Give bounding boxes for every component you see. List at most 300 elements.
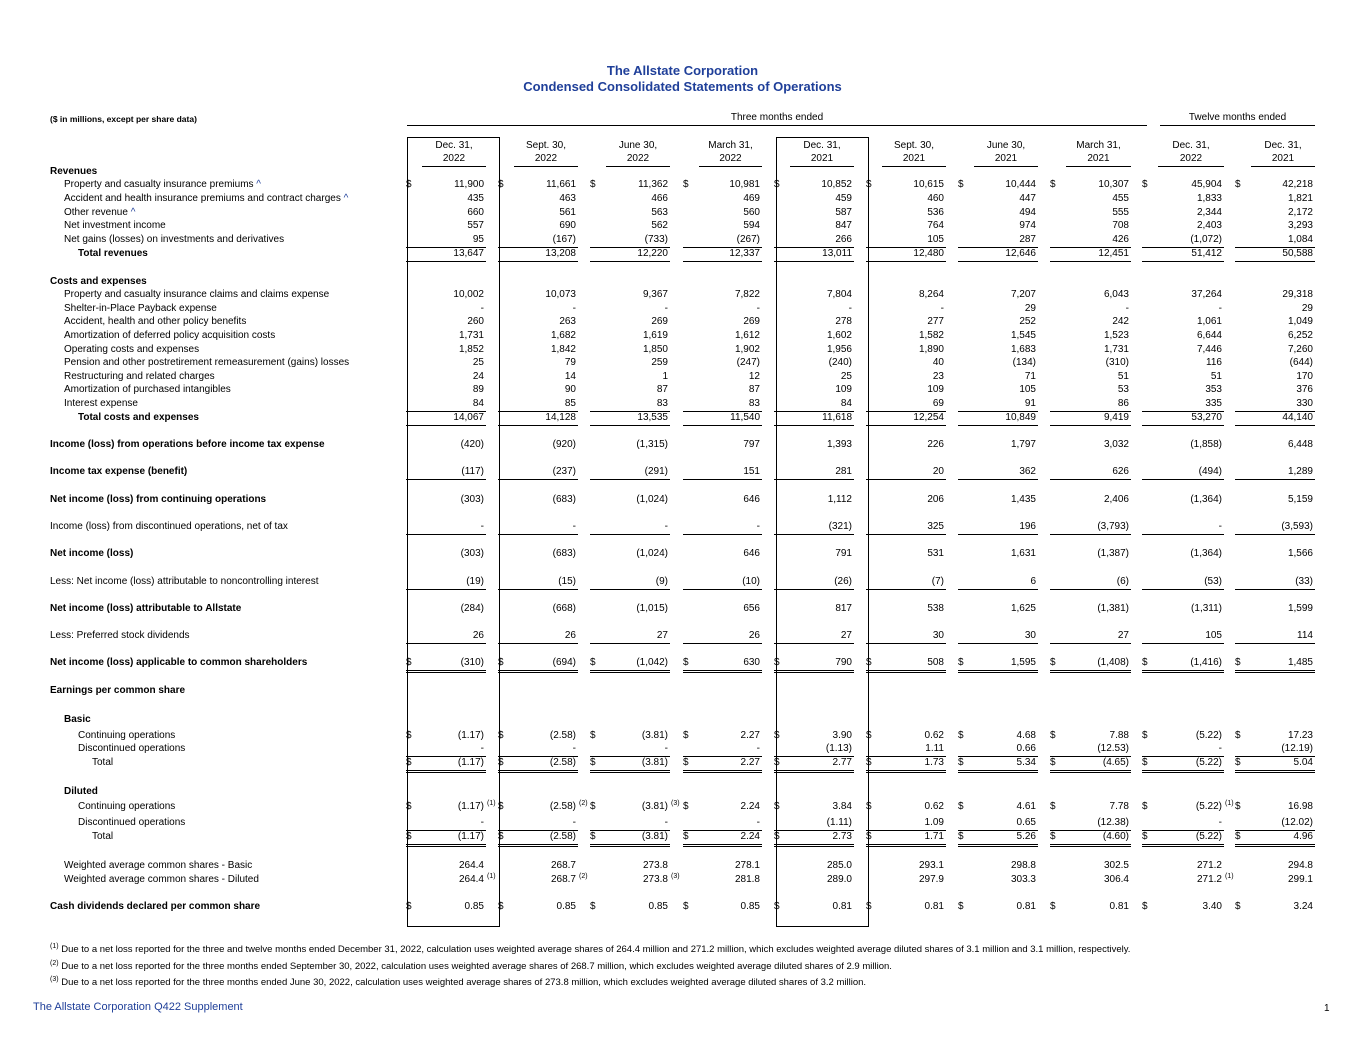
currency-symbol: $ bbox=[866, 730, 872, 741]
row-label: Total bbox=[92, 757, 114, 768]
cell-value: 1,393 bbox=[826, 439, 852, 450]
cell-value: (1,408) bbox=[1097, 657, 1129, 668]
footnote-marker: (1) bbox=[487, 873, 496, 880]
cell-value: 83 bbox=[748, 398, 760, 409]
cell-value: 226 bbox=[927, 439, 944, 450]
table-cell bbox=[406, 383, 486, 397]
table-cell bbox=[683, 329, 762, 343]
currency-symbol: $ bbox=[866, 831, 872, 842]
table-cell bbox=[958, 900, 1038, 914]
table-row bbox=[0, 206, 1365, 220]
table-cell bbox=[958, 356, 1038, 370]
caret-marker: ^ bbox=[127, 207, 136, 218]
currency-symbol: $ bbox=[406, 901, 412, 912]
cell-value: 25 bbox=[840, 371, 852, 382]
caret-marker: ^ bbox=[253, 179, 262, 190]
row-label: Less: Net income (loss) attributable to noncontrolling interest bbox=[50, 576, 319, 587]
cell-value: 1,612 bbox=[734, 330, 760, 341]
cell-value: 29,318 bbox=[1282, 289, 1313, 300]
table-row bbox=[0, 629, 1365, 643]
cell-value: (1,311) bbox=[1191, 603, 1222, 614]
table-cell bbox=[958, 247, 1038, 262]
table-cell bbox=[958, 800, 1038, 814]
table-cell bbox=[1235, 756, 1315, 773]
cell-value: 690 bbox=[559, 220, 576, 231]
currency-symbol: $ bbox=[498, 831, 504, 842]
cell-value: 6,043 bbox=[1103, 289, 1129, 300]
table-cell bbox=[774, 219, 854, 233]
currency-symbol: $ bbox=[774, 757, 780, 768]
cell-value: 447 bbox=[1019, 193, 1036, 204]
table-cell bbox=[683, 315, 762, 329]
cell-value: 264.4 bbox=[458, 874, 484, 885]
row-label: Net income (loss) attributable to Allstate bbox=[50, 603, 242, 614]
cell-value: (1,072) bbox=[1190, 234, 1222, 245]
table-cell bbox=[498, 356, 578, 370]
cell-value: 3,293 bbox=[1287, 220, 1313, 231]
cell-value: 23 bbox=[932, 371, 944, 382]
table-cell bbox=[1142, 493, 1224, 507]
table-cell bbox=[866, 656, 946, 673]
cell-value: 3.90 bbox=[832, 730, 852, 741]
cell-value: (4.65) bbox=[1102, 757, 1129, 768]
cell-value: 71 bbox=[1024, 371, 1036, 382]
table-cell bbox=[866, 873, 946, 887]
table-cell bbox=[590, 465, 670, 480]
table-cell bbox=[1235, 302, 1315, 316]
cell-value: 278 bbox=[835, 316, 852, 327]
currency-symbol: $ bbox=[774, 831, 780, 842]
cell-value: 299.1 bbox=[1287, 874, 1313, 885]
cell-value: 626 bbox=[1112, 466, 1129, 477]
cell-value: 656 bbox=[743, 603, 760, 614]
table-cell bbox=[866, 493, 946, 507]
cell-value: 25 bbox=[472, 357, 484, 368]
cell-value: 5.04 bbox=[1293, 757, 1313, 768]
table-cell bbox=[774, 438, 854, 452]
cell-value: 1,435 bbox=[1010, 494, 1036, 505]
table-cell bbox=[1050, 575, 1131, 590]
row-label: Income (loss) from discontinued operations, net of tax bbox=[50, 521, 288, 532]
cell-value: 536 bbox=[927, 207, 944, 218]
cell-value: - bbox=[480, 521, 484, 532]
cell-value: (5.22) bbox=[1195, 831, 1222, 842]
cell-value: 494 bbox=[1019, 207, 1036, 218]
column-header-period: Dec. 31, bbox=[803, 140, 841, 151]
table-cell bbox=[498, 397, 578, 412]
table-cell bbox=[958, 493, 1038, 507]
cell-value: (1,364) bbox=[1190, 548, 1222, 559]
cell-value: 1,566 bbox=[1287, 548, 1313, 559]
table-cell bbox=[774, 383, 854, 397]
cell-value: 0.85 bbox=[648, 901, 668, 912]
column-header bbox=[699, 139, 762, 167]
table-cell bbox=[406, 370, 486, 384]
currency-symbol: $ bbox=[1235, 801, 1241, 812]
table-cell bbox=[1235, 742, 1315, 757]
table-cell bbox=[774, 729, 854, 743]
table-cell bbox=[1050, 729, 1131, 743]
cell-value: 6,448 bbox=[1287, 439, 1313, 450]
table-cell bbox=[1142, 900, 1224, 914]
table-row bbox=[0, 493, 1365, 507]
currency-symbol: $ bbox=[498, 801, 504, 812]
table-cell bbox=[683, 302, 762, 316]
currency-symbol: $ bbox=[1050, 179, 1056, 190]
currency-symbol: $ bbox=[1235, 831, 1241, 842]
table-cell bbox=[958, 873, 1038, 887]
cell-value: 1.73 bbox=[924, 757, 944, 768]
cell-value: 281 bbox=[835, 466, 852, 477]
table-cell bbox=[866, 520, 946, 535]
table-cell bbox=[1050, 900, 1131, 914]
cell-value: (237) bbox=[552, 466, 576, 477]
table-cell bbox=[683, 575, 762, 590]
cell-value: 1,902 bbox=[734, 344, 760, 355]
table-cell bbox=[590, 602, 670, 616]
cell-value: - bbox=[480, 743, 484, 754]
cell-value: 708 bbox=[1112, 220, 1129, 231]
cell-value: 5.34 bbox=[1016, 757, 1036, 768]
cell-value: 84 bbox=[840, 398, 852, 409]
column-header-period: Dec. 31, bbox=[1264, 140, 1302, 151]
currency-symbol: $ bbox=[683, 179, 689, 190]
cell-value: (267) bbox=[736, 234, 760, 245]
table-cell bbox=[406, 629, 486, 644]
cell-value: 277 bbox=[927, 316, 944, 327]
cell-value: 285.0 bbox=[826, 860, 852, 871]
cell-value: 1,682 bbox=[550, 330, 576, 341]
cell-value: - bbox=[1218, 303, 1222, 314]
table-row bbox=[0, 684, 1365, 698]
cell-value: 206 bbox=[927, 494, 944, 505]
table-cell bbox=[1235, 383, 1315, 397]
cell-value: (1,024) bbox=[636, 548, 668, 559]
table-row bbox=[0, 165, 1365, 179]
table-cell bbox=[1142, 192, 1224, 206]
table-cell bbox=[1235, 656, 1315, 673]
table-cell bbox=[683, 756, 762, 773]
cell-value: 9,419 bbox=[1103, 412, 1129, 423]
column-header-year: 2022 bbox=[1179, 153, 1203, 164]
column-header-period: June 30, bbox=[986, 140, 1026, 151]
table-row bbox=[0, 288, 1365, 302]
table-cell bbox=[498, 547, 578, 561]
cell-value: - bbox=[756, 743, 760, 754]
table-cell bbox=[866, 742, 946, 757]
row-label: Total bbox=[92, 831, 114, 842]
cell-value: 1,842 bbox=[550, 344, 576, 355]
currency-symbol: $ bbox=[590, 179, 596, 190]
cell-value: 271.2 bbox=[1196, 860, 1222, 871]
cell-value: 435 bbox=[467, 193, 484, 204]
cell-value: 847 bbox=[835, 220, 852, 231]
table-cell bbox=[683, 356, 762, 370]
cell-value: 40 bbox=[932, 357, 944, 368]
cell-value: (53) bbox=[1204, 576, 1222, 587]
table-cell bbox=[1050, 816, 1131, 831]
table-cell bbox=[1235, 178, 1315, 192]
table-cell bbox=[1142, 873, 1234, 887]
currency-symbol: $ bbox=[1142, 801, 1148, 812]
currency-symbol: $ bbox=[498, 730, 504, 741]
cell-value: 105 bbox=[1205, 630, 1222, 641]
cell-value: (4.60) bbox=[1102, 831, 1129, 842]
table-cell bbox=[958, 233, 1038, 248]
cell-value: (1,858) bbox=[1190, 439, 1222, 450]
cell-value: - bbox=[572, 303, 576, 314]
table-cell bbox=[1142, 370, 1224, 384]
table-cell bbox=[683, 233, 762, 248]
cell-value: (1.13) bbox=[825, 743, 852, 754]
table-cell bbox=[1142, 411, 1224, 426]
cell-value: (303) bbox=[460, 494, 484, 505]
currency-symbol: $ bbox=[590, 657, 596, 668]
table-cell bbox=[1235, 397, 1315, 412]
table-row bbox=[0, 275, 1365, 289]
table-cell bbox=[1050, 493, 1131, 507]
cell-value: 1,049 bbox=[1287, 316, 1313, 327]
table-cell bbox=[774, 800, 854, 814]
table-cell bbox=[498, 233, 578, 248]
cell-value: 12,254 bbox=[913, 412, 944, 423]
cell-value: 1,061 bbox=[1196, 316, 1222, 327]
table-cell bbox=[1050, 329, 1131, 343]
table-cell bbox=[498, 192, 578, 206]
cell-value: (303) bbox=[460, 548, 484, 559]
table-cell bbox=[406, 493, 486, 507]
table-cell bbox=[498, 873, 588, 887]
column-header-period: June 30, bbox=[618, 140, 658, 151]
column-header bbox=[974, 139, 1038, 167]
currency-symbol: $ bbox=[590, 757, 596, 768]
table-cell bbox=[866, 575, 946, 590]
table-cell bbox=[498, 656, 578, 673]
cell-value: 281.8 bbox=[734, 874, 760, 885]
cell-value: (12.02) bbox=[1281, 817, 1313, 828]
cell-value: 2.24 bbox=[740, 831, 760, 842]
table-cell bbox=[590, 493, 670, 507]
table-row bbox=[0, 602, 1365, 616]
cell-value: 646 bbox=[743, 494, 760, 505]
currency-symbol: $ bbox=[1235, 657, 1241, 668]
table-cell bbox=[774, 356, 854, 370]
cell-value: 12,220 bbox=[637, 248, 668, 259]
cell-value: 2.27 bbox=[740, 757, 760, 768]
cell-value: 53 bbox=[1117, 384, 1129, 395]
cell-value: 460 bbox=[927, 193, 944, 204]
cell-value: (12.19) bbox=[1281, 743, 1313, 754]
table-cell bbox=[866, 816, 946, 831]
cell-value: (694) bbox=[552, 657, 576, 668]
table-cell bbox=[1235, 192, 1315, 206]
currency-symbol: $ bbox=[866, 801, 872, 812]
table-cell bbox=[406, 873, 496, 887]
table-cell bbox=[774, 656, 854, 673]
currency-symbol: $ bbox=[406, 831, 412, 842]
table-cell bbox=[1142, 816, 1224, 831]
table-cell bbox=[406, 816, 486, 831]
table-cell bbox=[683, 520, 762, 535]
cell-value: 0.66 bbox=[1016, 743, 1036, 754]
cell-value: 51 bbox=[1117, 371, 1129, 382]
cell-value: 86 bbox=[1117, 398, 1129, 409]
table-cell bbox=[866, 343, 946, 357]
table-cell bbox=[866, 411, 946, 426]
row-label: Amortization of deferred policy acquisition costs bbox=[64, 330, 276, 341]
table-cell bbox=[590, 800, 680, 814]
column-header-year: 2021 bbox=[994, 153, 1018, 164]
row-label: Discontinued operations bbox=[78, 743, 186, 754]
footnote bbox=[50, 943, 1130, 955]
table-cell bbox=[683, 370, 762, 384]
table-cell bbox=[958, 656, 1038, 673]
table-cell bbox=[958, 192, 1038, 206]
currency-symbol: $ bbox=[1142, 757, 1148, 768]
table-cell bbox=[1235, 343, 1315, 357]
cell-value: (1,015) bbox=[636, 603, 668, 614]
currency-symbol: $ bbox=[866, 179, 872, 190]
cell-value: 20 bbox=[932, 466, 944, 477]
cell-value: 0.62 bbox=[924, 730, 944, 741]
three-months-rule bbox=[407, 125, 1147, 126]
cell-value: (494) bbox=[1198, 466, 1222, 477]
table-cell bbox=[958, 756, 1038, 773]
cell-value: (291) bbox=[644, 466, 668, 477]
table-cell bbox=[774, 629, 854, 644]
cell-value: (310) bbox=[460, 657, 484, 668]
table-cell bbox=[774, 830, 854, 847]
table-cell bbox=[958, 397, 1038, 412]
cell-value: (247) bbox=[736, 357, 760, 368]
table-cell bbox=[958, 629, 1038, 644]
table-cell bbox=[1142, 302, 1224, 316]
column-header bbox=[514, 139, 578, 167]
cell-value: 69 bbox=[932, 398, 944, 409]
table-cell bbox=[498, 816, 578, 831]
cell-value: 90 bbox=[564, 384, 576, 395]
cell-value: 114 bbox=[1297, 630, 1313, 641]
table-cell bbox=[1142, 859, 1224, 873]
cell-value: 4.61 bbox=[1016, 801, 1036, 812]
table-cell bbox=[590, 629, 670, 644]
table-cell bbox=[498, 370, 578, 384]
column-header-period: Sept. 30, bbox=[893, 140, 935, 151]
currency-symbol: $ bbox=[683, 657, 689, 668]
caret-marker: ^ bbox=[340, 193, 349, 204]
table-cell bbox=[406, 233, 486, 248]
cell-value: 11,618 bbox=[822, 412, 852, 423]
currency-symbol: $ bbox=[958, 757, 964, 768]
currency-symbol: $ bbox=[683, 901, 689, 912]
cell-value: 563 bbox=[651, 207, 668, 218]
cell-value: 13,647 bbox=[453, 248, 484, 259]
table-cell bbox=[866, 206, 946, 220]
table-cell bbox=[683, 288, 762, 302]
cell-value: 87 bbox=[748, 384, 760, 395]
table-cell bbox=[1050, 547, 1131, 561]
currency-symbol: $ bbox=[406, 757, 412, 768]
cell-value: (420) bbox=[460, 439, 484, 450]
table-cell bbox=[683, 343, 762, 357]
cell-value: 7,446 bbox=[1196, 344, 1222, 355]
cell-value: 11,540 bbox=[730, 412, 760, 423]
cell-value: 1,595 bbox=[1010, 657, 1036, 668]
row-label: Diluted bbox=[64, 786, 98, 797]
currency-symbol: $ bbox=[1235, 730, 1241, 741]
currency-symbol: $ bbox=[683, 831, 689, 842]
table-cell bbox=[774, 288, 854, 302]
cell-value: 531 bbox=[927, 548, 944, 559]
column-header bbox=[882, 139, 946, 167]
table-cell bbox=[590, 383, 670, 397]
table-cell bbox=[1050, 302, 1131, 316]
currency-symbol: $ bbox=[958, 801, 964, 812]
currency-symbol: $ bbox=[866, 757, 872, 768]
table-cell bbox=[958, 288, 1038, 302]
cell-value: 278.1 bbox=[734, 860, 760, 871]
table-cell bbox=[774, 411, 854, 426]
row-label: Costs and expenses bbox=[50, 276, 147, 287]
table-cell bbox=[590, 873, 680, 887]
row-label: Amortization of purchased intangibles bbox=[64, 384, 231, 395]
table-cell bbox=[498, 411, 578, 426]
table-cell bbox=[498, 830, 578, 847]
row-label: Less: Preferred stock dividends bbox=[50, 630, 190, 641]
row-label: Net investment income bbox=[64, 220, 166, 231]
cell-value: 87 bbox=[656, 384, 668, 395]
cell-value: (3,593) bbox=[1281, 521, 1313, 532]
table-row bbox=[0, 233, 1365, 247]
cell-value: 12,480 bbox=[913, 248, 944, 259]
table-cell bbox=[590, 756, 670, 773]
table-cell bbox=[406, 343, 486, 357]
table-cell bbox=[1050, 859, 1131, 873]
cell-value: 6 bbox=[1030, 576, 1036, 587]
cell-value: - bbox=[940, 303, 944, 314]
cell-value: 3.84 bbox=[832, 801, 852, 812]
table-cell bbox=[406, 192, 486, 206]
cell-value: 353 bbox=[1205, 384, 1222, 395]
table-cell bbox=[1050, 233, 1131, 248]
cell-value: 5,159 bbox=[1287, 494, 1313, 505]
cell-value: (1.17) bbox=[457, 801, 484, 812]
cell-value: 268.7 bbox=[550, 860, 576, 871]
cell-value: 10,002 bbox=[453, 289, 484, 300]
table-cell bbox=[866, 900, 946, 914]
currency-symbol: $ bbox=[1050, 831, 1056, 842]
cell-value: 10,852 bbox=[821, 179, 852, 190]
table-cell bbox=[1050, 800, 1131, 814]
cell-value: 1,084 bbox=[1287, 234, 1313, 245]
cell-value: 594 bbox=[743, 220, 760, 231]
currency-symbol: $ bbox=[1050, 730, 1056, 741]
table-cell bbox=[406, 742, 486, 757]
cell-value: (5.22) bbox=[1195, 757, 1222, 768]
table-cell bbox=[866, 192, 946, 206]
cell-value: 1,956 bbox=[826, 344, 852, 355]
table-cell bbox=[866, 356, 946, 370]
cell-value: 555 bbox=[1112, 207, 1129, 218]
table-cell bbox=[683, 219, 762, 233]
cell-value: 11,661 bbox=[546, 179, 576, 190]
footnote bbox=[50, 960, 892, 972]
table-cell bbox=[590, 656, 670, 673]
cell-value: 14 bbox=[564, 371, 576, 382]
table-cell bbox=[958, 859, 1038, 873]
table-row bbox=[0, 742, 1365, 756]
cell-value: - bbox=[756, 817, 760, 828]
